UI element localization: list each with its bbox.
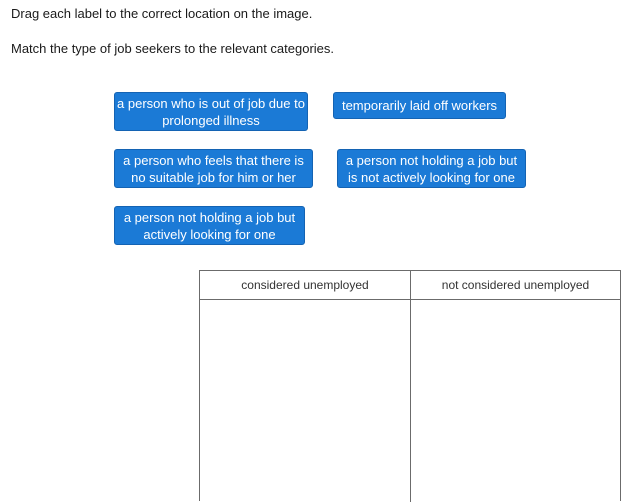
drag-label-actively-looking[interactable]: a person not holding a job but actively looking for one (114, 206, 305, 245)
instruction-drag: Drag each label to the correct location on the image. (11, 6, 313, 21)
drag-label-laid-off-workers[interactable]: temporarily laid off workers (333, 92, 506, 119)
column-header-considered-unemployed: considered unemployed (200, 271, 410, 300)
drop-zone-not-considered-unemployed[interactable] (411, 300, 620, 502)
instruction-match: Match the type of job seekers to the relevant categories. (11, 41, 335, 56)
category-table (199, 270, 621, 501)
drag-label-not-actively-looking[interactable]: a person not holding a job but is not actively looking for one (337, 149, 526, 188)
column-header-not-considered-unemployed: not considered unemployed (411, 271, 620, 300)
drop-zone-considered-unemployed[interactable] (200, 300, 410, 502)
drag-label-prolonged-illness[interactable]: a person who is out of job due to prolonged illness (114, 92, 308, 131)
drag-label-no-suitable-job[interactable]: a person who feels that there is no suitable job for him or her (114, 149, 313, 188)
